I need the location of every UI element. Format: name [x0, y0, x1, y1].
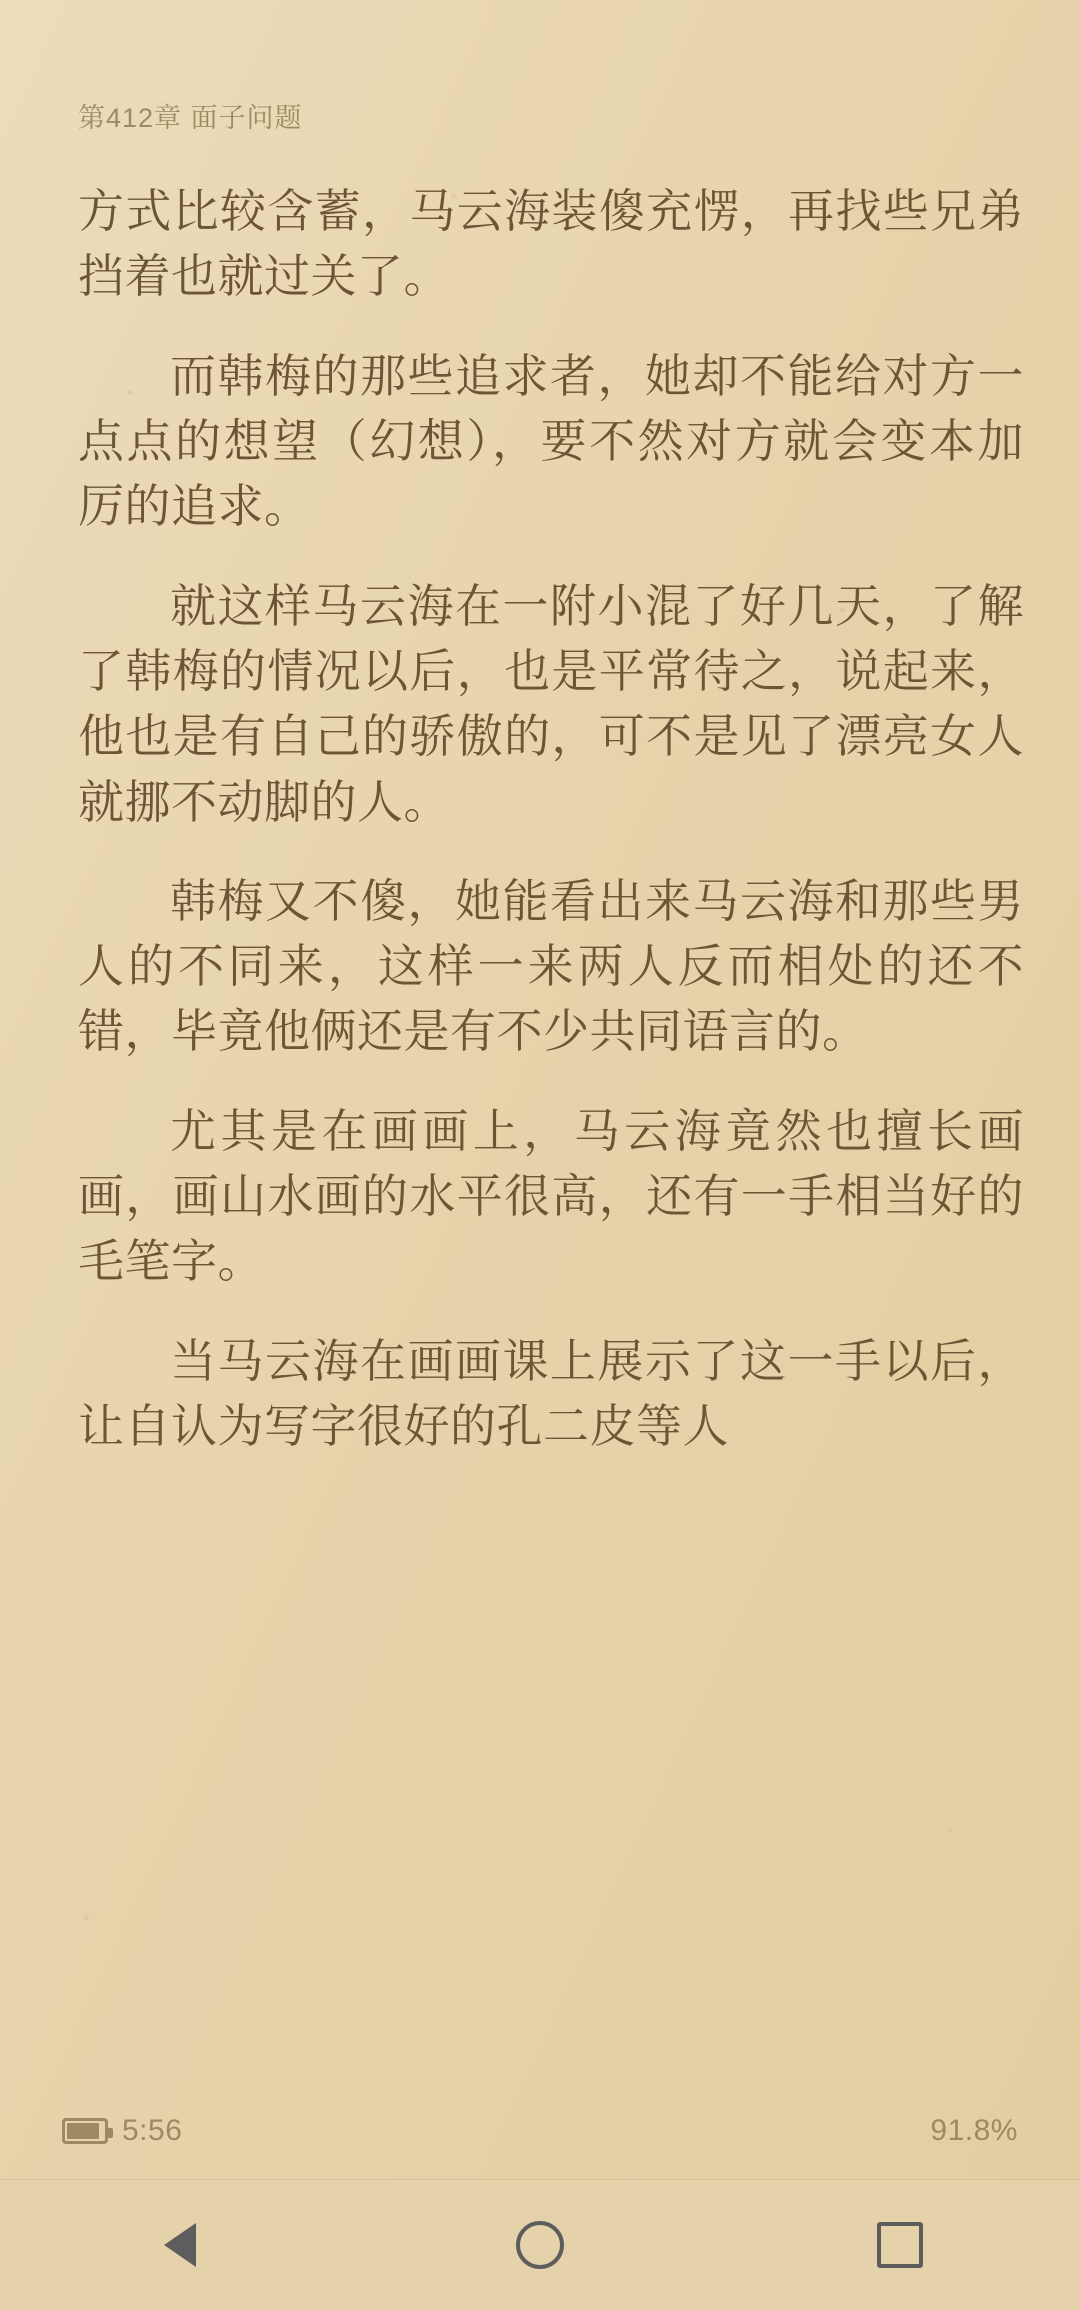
chapter-title: 第412章 面子问题 [78, 103, 303, 133]
paragraph: 韩梅又不傻，她能看出来马云海和那些男人的不同来，这样一来两人反而相处的还不错，毕竟他俩还是有不少共同语言的。 [78, 874, 1024, 1058]
recent-square-icon [877, 2222, 923, 2268]
back-triangle-icon [164, 2223, 196, 2267]
paragraph: 尤其是在画画上，马云海竟然也擅长画画，画山水画的水平很高，还有一手相当好的毛笔字。 [78, 1104, 1024, 1288]
reading-progress-label: 91.8% [930, 2114, 1018, 2147]
nav-recents-button[interactable] [840, 2200, 960, 2290]
home-circle-icon [516, 2221, 564, 2269]
nav-back-button[interactable] [120, 2200, 240, 2290]
clock-label: 5:56 [122, 2114, 183, 2147]
reader-status-bar [0, 2083, 1080, 2179]
paragraph: 方式比较含蓄，马云海装傻充愣，再找些兄弟挡着也就过关了。 [78, 185, 1024, 303]
system-navigation-bar [0, 2179, 1080, 2310]
chapter-body [78, 179, 1024, 1493]
paragraph: 当马云海在画画课上展示了这一手以后，让自认为写字很好的孔二皮等人 [78, 1334, 1024, 1452]
nav-home-button[interactable] [480, 2200, 600, 2290]
paragraph: 就这样马云海在一附小混了好几天，了解了韩梅的情况以后，也是平常待之，说起来，他也是有自己的骄傲的，可不是见了漂亮女人就挪不动脚的人。 [78, 579, 1024, 828]
battery-icon [62, 2118, 108, 2144]
paragraph: 而韩梅的那些追求者，她却不能给对方一点点的想望（幻想），要不然对方就会变本加厉的追求。 [78, 349, 1024, 533]
